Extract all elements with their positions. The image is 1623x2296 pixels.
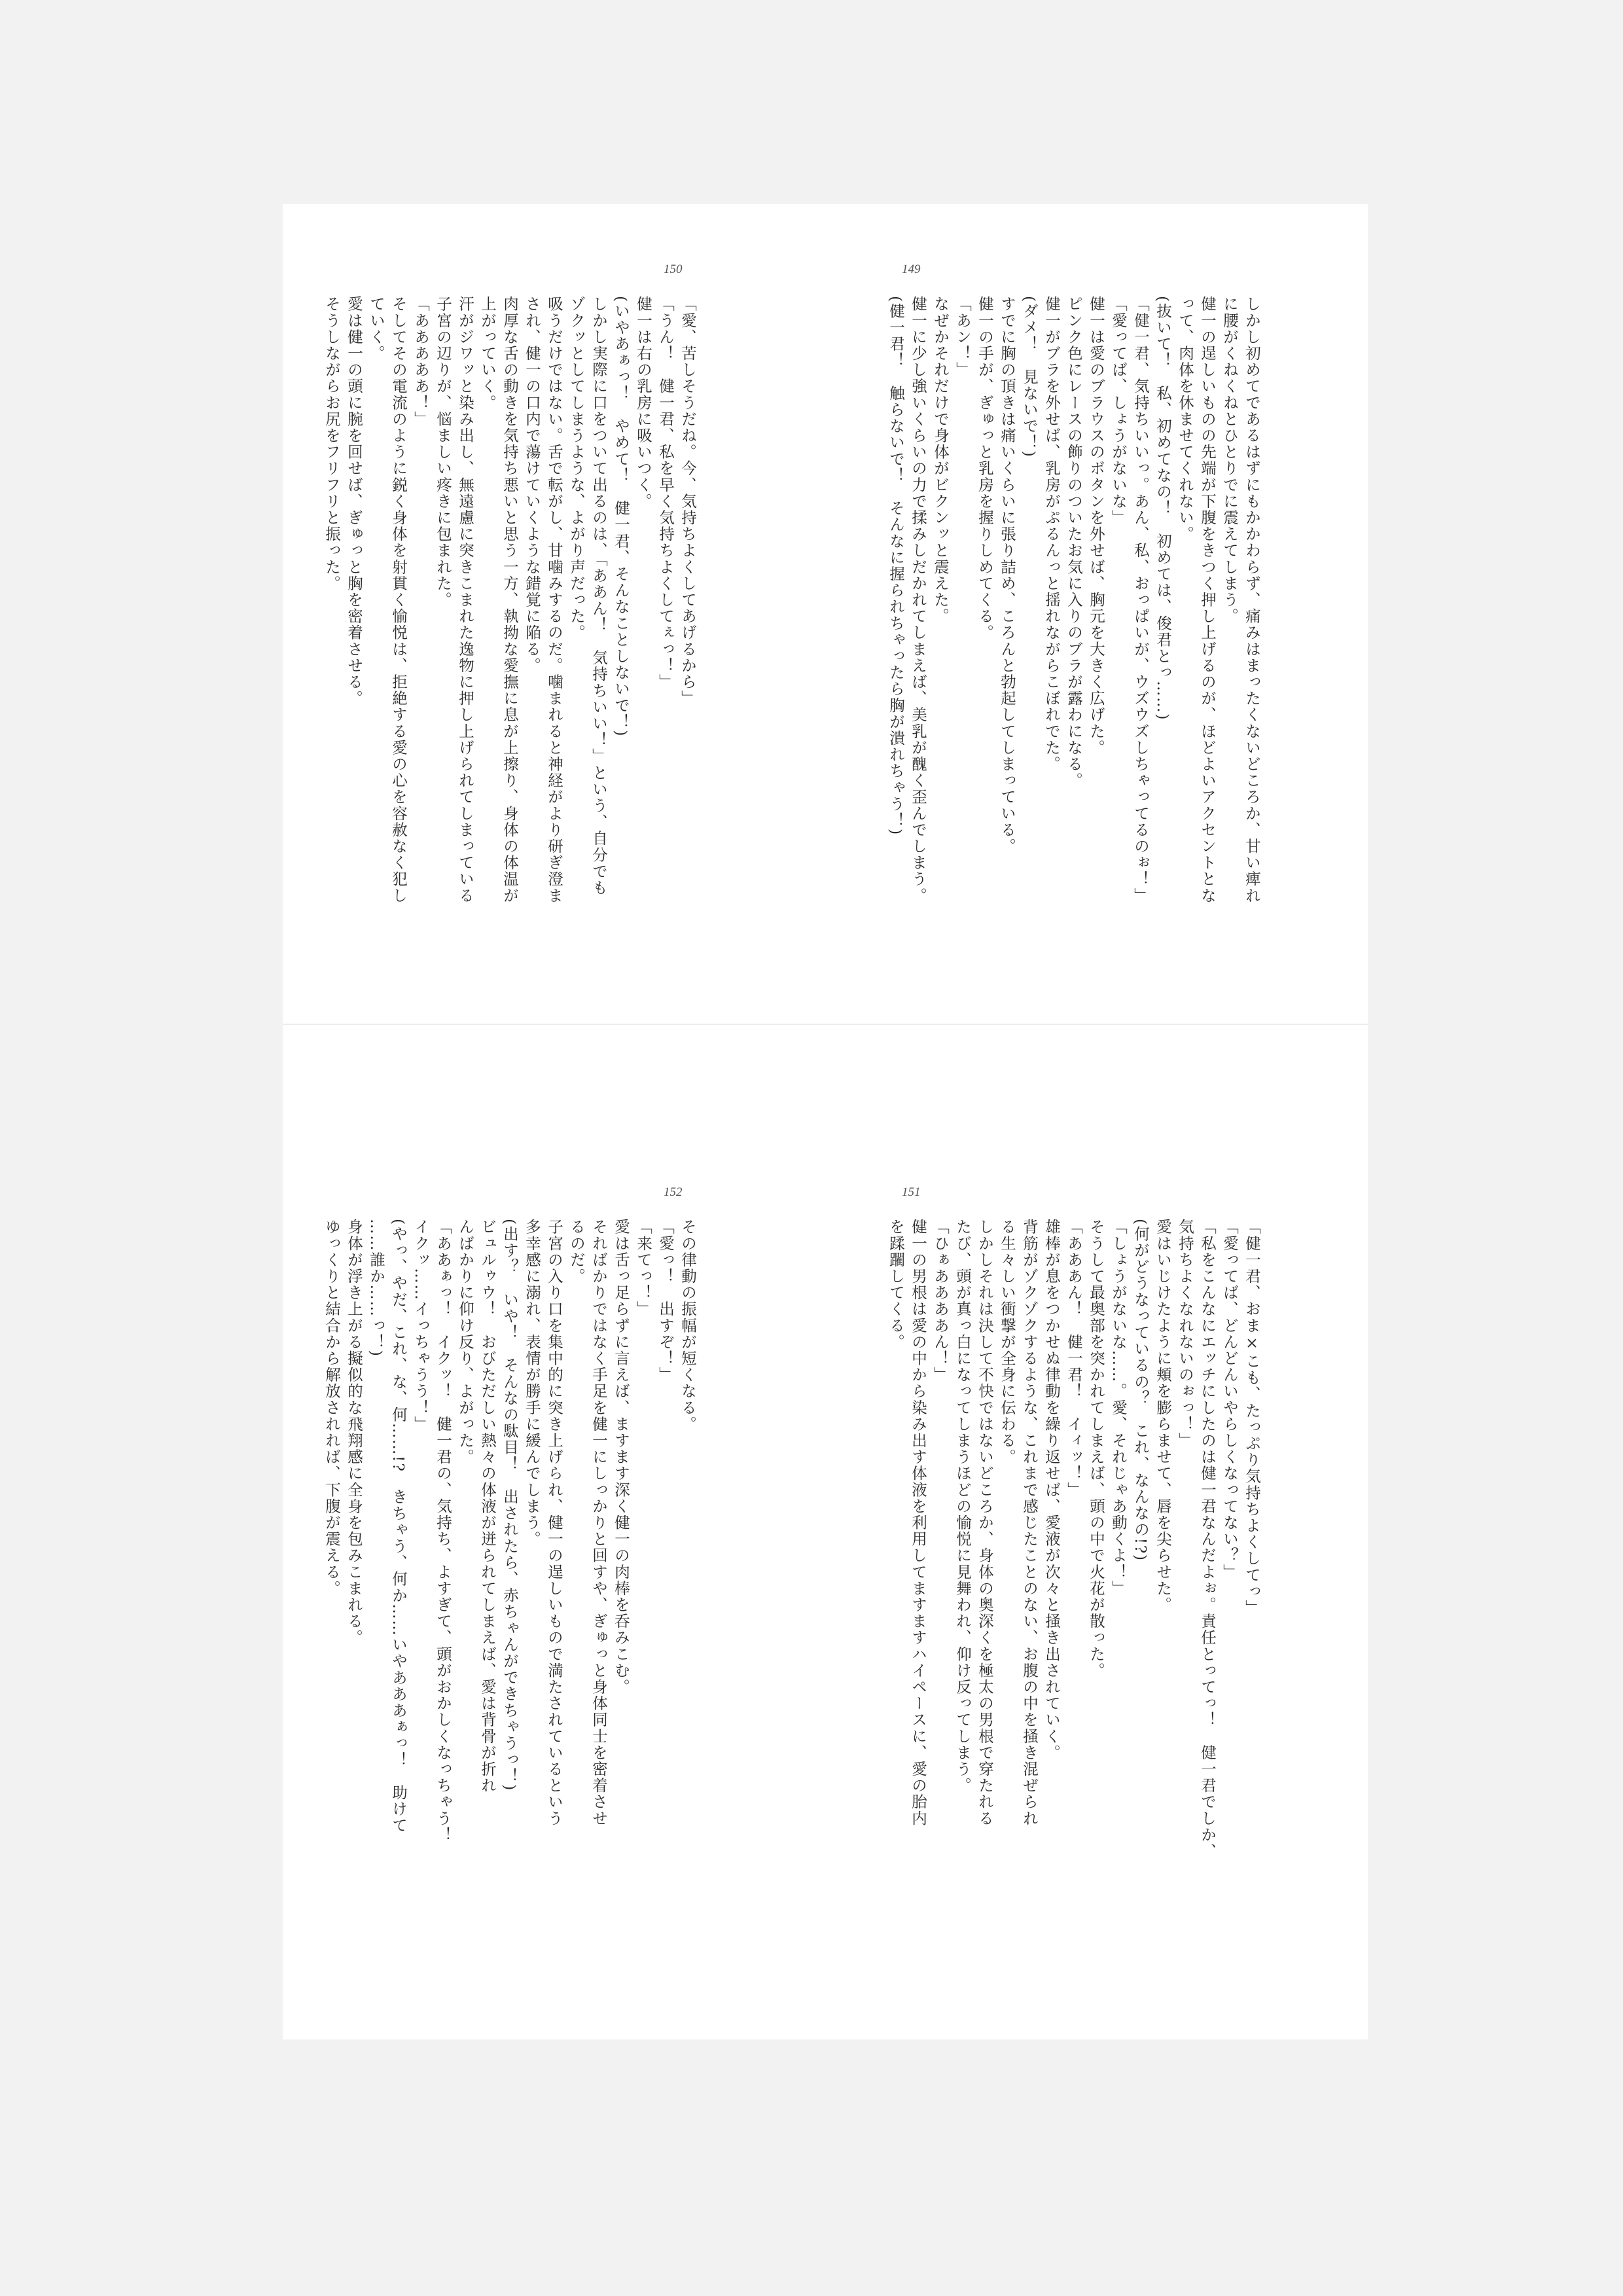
- text-line: ゆっくりと結合から解放されれば、下腹が震える。: [323, 1219, 341, 1597]
- text-line: 吸うだけではない。舌で転がし、甘噛みするのだ。噛まれると神経がより研ぎ澄ま: [545, 296, 563, 904]
- text-line: ビュルゥウ！ おびただしい熱々の体液が迸られてしまえば、愛は背骨が折れ: [478, 1219, 497, 1794]
- text-line: (ダメ！ 見ないで！): [1020, 296, 1039, 458]
- text-line: 健一に少し強いくらいの力で揉みしだかれてしまえば、美乳が醜く歪んでしまう。: [909, 296, 927, 904]
- text-line: に腰がくねくねとひとりでに震えてしまう。: [1221, 296, 1239, 624]
- text-line: (いやあぁっ！ やめて！ 健一君、そんなことしないで！): [612, 296, 630, 738]
- text-line: そうしながらお尻をフリフリと振った。: [323, 296, 341, 592]
- text-line: 背筋がゾクゾクするような、これまで感じたことのない、お腹の中を掻き混ぜられ: [1020, 1219, 1039, 1827]
- page-number: 149: [902, 262, 921, 276]
- text-line: 「私をこんなにエッチにしたのは健一君なんだよぉ。責任とってっ！ 健一君でしか、: [1198, 1219, 1217, 1859]
- text-line: 健一の逞しいものの先端が下腹をきつく押し上げるのが、ほどよいアクセントとな: [1198, 296, 1217, 904]
- text-column-page-152: [306, 1219, 699, 1873]
- text-line: 子宮の辺りが、悩ましい疼きに包まれた。: [434, 296, 452, 608]
- text-line: を蹂躙してくる。: [887, 1219, 905, 1350]
- text-line: 「あああん！ 健一君！ イィッ！」: [1065, 1219, 1083, 1498]
- text-line: (何がどうなっているの？ これ、なんなの!?): [1132, 1219, 1150, 1562]
- text-line: って、肉体を休ませてくれない。: [1176, 296, 1194, 543]
- text-line: たび、頭が真っ白になってしまうほどの愉悦に見舞われ、仰け反ってしまう。: [954, 1219, 972, 1794]
- page-number: 150: [664, 262, 683, 276]
- text-line: 愛は舌っ足らずに言えば、ますます深く健一の肉棒を呑みこむ。: [612, 1219, 630, 1695]
- text-line: 「ああぁっ！ イクッ！ 健一君の、気持ち、よすぎて、頭がおかしくなっちゃう！: [434, 1219, 452, 1843]
- text-line: (出す？ いや！ そんなの駄目！ 出されたら、赤ちゃんができちゃうっ！): [501, 1219, 519, 1791]
- text-line: すでに胸の頂きは痛いくらいに張り詰め、ころんと勃起してしまっている。: [998, 296, 1016, 855]
- text-line: 「ひぁああああん！」: [931, 1219, 950, 1383]
- text-line: その律動の振幅が短くなる。: [679, 1219, 697, 1433]
- spread-divider: [283, 1024, 1368, 1025]
- text-line: 健一の男根は愛の中から染み出す体液を利用してますますハイペースに、愛の胎内: [909, 1219, 927, 1827]
- text-line: 「あン！」: [954, 296, 972, 378]
- text-line: んばかりに仰け反り、よがった。: [456, 1219, 474, 1465]
- text-line: 「愛ってば、どんどんいやらしくなってない？」: [1221, 1219, 1239, 1581]
- text-line: 健一は愛のブラウスのボタンを外せば、胸元を大きく広げた。: [1087, 296, 1105, 756]
- text-line: 健一がブラを外せば、乳房がぷるんっと揺れながらこぼれでた。: [1043, 296, 1061, 772]
- text-line: 「あああああ！」: [412, 296, 430, 427]
- text-line: 「来てっ！」: [634, 1219, 652, 1318]
- text-line: しかし初めてであるはずにもかかわらず、痛みはまったくないどころか、甘い痺れ: [1243, 296, 1261, 904]
- text-line: しかし実際に口をついて出るのは、「ああん！ 気持ちいい！」という、自分でも: [590, 296, 608, 896]
- text-column-page-149: [870, 296, 1263, 950]
- text-line: るのだ。: [567, 1219, 586, 1285]
- text-line: ピンク色にレースの飾りのついたお気に入りのブラが露わになる。: [1065, 296, 1083, 789]
- text-line: 健一の手が、ぎゅっと乳房を握りしめてくる。: [976, 296, 994, 641]
- text-line: (抜いて！ 私、初めてなの！ 初めては、俊君とっ……): [1154, 296, 1172, 721]
- text-line: (やっ、やだ、これ、な、何……!? きちゃう、何か……いやあああぁっ！ 助けて: [389, 1219, 408, 1834]
- text-line: 気持ちよくなれないのぉっ！」: [1176, 1219, 1194, 1449]
- text-line: しかしそれは決して不快ではないどころか、身体の奥深くを極太の男根で穿たれる: [976, 1219, 994, 1827]
- text-line: 上がっていく。: [478, 296, 497, 411]
- page-number: 151: [902, 1185, 921, 1199]
- text-line: 身体が浮き上がる擬似的な飛翔感に全身を包みこまれる。: [345, 1219, 363, 1646]
- text-line: (健一君！ 触らないで！ そんなに握られちゃったら胸が潰れちゃう！): [887, 296, 905, 836]
- text-line: イクッ……イっちゃうう！」: [412, 1219, 430, 1433]
- text-line: なぜかそれだけで身体がビクンッと震えた。: [931, 296, 950, 624]
- text-line: 「健一君、気持ちいいっ。あん、私、おっぱいが、ウズウズしちゃってるのぉ！」: [1132, 296, 1150, 904]
- text-line: 愛はいじけたように頬を膨らませて、唇を尖らせた。: [1154, 1219, 1172, 1613]
- text-line: ……誰か……っ！): [367, 1219, 385, 1357]
- text-line: る生々しい衝撃が全身に伝わる。: [998, 1219, 1016, 1465]
- text-line: 「愛、苦しそうだね。今、気持ちよくしてあげるから」: [679, 296, 697, 707]
- text-line: そればかりではなく手足を健一にしっかりと回すや、ぎゅっと身体同士を密着させ: [590, 1219, 608, 1827]
- text-column-page-151: [870, 1219, 1263, 1873]
- text-line: 「うん！ 健一君、私を早く気持ちよくしてぇっ！」: [656, 296, 675, 691]
- text-line: 「愛っ！ 出すぞ！」: [656, 1219, 675, 1383]
- text-line: 愛は健一の頭に腕を回せば、ぎゅっと胸を密着させる。: [345, 296, 363, 707]
- page-number: 152: [664, 1185, 683, 1199]
- text-line: 健一は右の乳房に吸いつく。: [634, 296, 652, 510]
- text-line: ゾクッとしてしまうような、よがり声だった。: [567, 296, 586, 641]
- text-line: 子宮の入り口を集中的に突き上げられ、健一の逞しいもので満たされているという: [545, 1219, 563, 1827]
- text-line: そしてその電流のように鋭く身体を射貫く愉悦は、拒絶する愛の心を容赦なく犯し: [389, 296, 408, 904]
- text-line: 肉厚な舌の動きを気持ち悪いと思う一方、執拗な愛撫に息が上擦り、身体の体温が: [501, 296, 519, 904]
- text-line: 「健一君、おま×こも、たっぷり気持ちよくしてっ」: [1243, 1219, 1261, 1616]
- text-column-page-150: [306, 296, 699, 950]
- text-line: そうして最奥部を突かれてしまえば、頭の中で火花が散った。: [1087, 1219, 1105, 1679]
- text-line: 雄棒が息をつかせぬ律動を繰り返せば、愛液が次々と掻き出されていく。: [1043, 1219, 1061, 1761]
- text-line: され、健一の口内で蕩けていくような錯覚に陥る。: [523, 296, 541, 674]
- text-line: 「愛ってば、しょうがないな」: [1109, 296, 1128, 526]
- text-line: 汗がジワッと染み出し、無遠慮に突きこまれた逸物に押し上げられてしまっている: [456, 296, 474, 904]
- text-line: 「しょうがないな……。愛、それじゃあ動くよ！」: [1109, 1219, 1128, 1597]
- text-line: ていく。: [367, 296, 385, 362]
- text-line: 多幸感に溺れ、表情が勝手に緩んでしまう。: [523, 1219, 541, 1547]
